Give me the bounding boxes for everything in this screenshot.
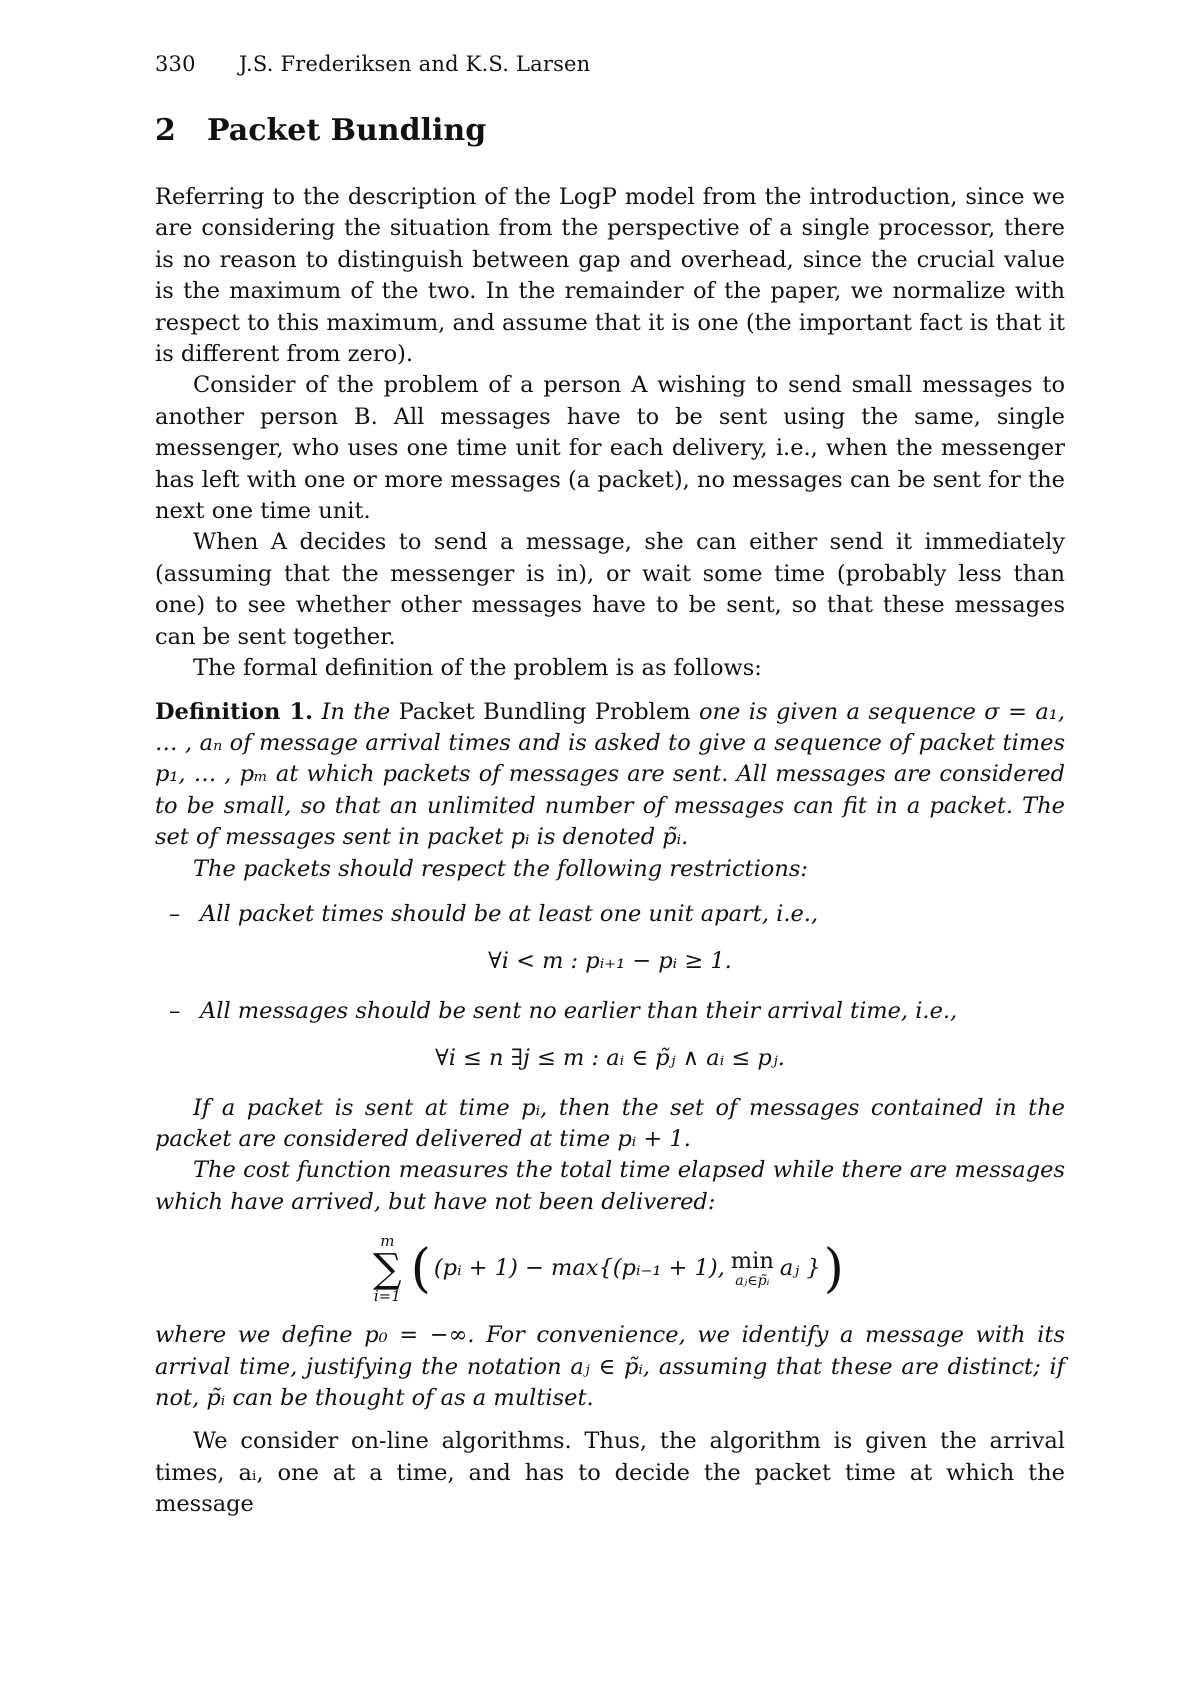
definition-intro-b: one is given a sequence σ = a₁, … , aₙ of message arrival times and is asked to give a sequence of packet times p₁, … , pₘ at which packets of messages are sent. All messages are considered to be small, so that an unlimited number of messages can fit in a packet. The set of messages sent in packet pᵢ is denoted p̃ᵢ. (155, 698, 1065, 851)
sum-upper-limit: m (380, 1232, 395, 1251)
paragraph-online: We consider on-line algorithms. Thus, the algorithm is given the arrival times, aᵢ, one at a time, and has to decide the packet time at which the message (155, 1428, 1065, 1518)
running-authors: J.S. Frederiksen and K.S. Larsen (239, 52, 591, 76)
problem-name: Packet Bundling Problem (398, 698, 691, 725)
where-clause: where we define p₀ = −∞. For convenience, we identify a message with its arrival time, justifying the notation aⱼ ∈ p̃ᵢ, assuming that these are distinct; if not, p̃ᵢ can be thought of as a multiset. (155, 1322, 1065, 1411)
cost-equation: m ∑ i=1 ( (pᵢ + 1) − max{(pᵢ₋₁ + 1), min aⱼ∈p̃ᵢ aⱼ } ) (373, 1232, 844, 1306)
equation-arrival: ∀i ≤ n ∃j ≤ m : aᵢ ∈ p̃ⱼ ∧ aᵢ ≤ pⱼ. (435, 1045, 785, 1072)
min-word: min (730, 1248, 774, 1275)
running-header (155, 52, 590, 76)
restriction-item: – All messages should be sent no earlier than their arrival time, i.e., (155, 996, 1065, 1027)
paragraph-messenger: Consider of the problem of a person A wishing to send small messages to another person B. All messages have to be sent using the same, single messenger, who uses one time unit for each delivery, i.e., when the messenger has left with one or more messages (a packet), no messages can be sent for the next one time unit. (155, 372, 1065, 525)
section-number: 2 (155, 113, 176, 148)
restrictions-intro: The packets should respect the following restrictions: (193, 855, 808, 882)
paragraph-decision: When A decides to send a message, she can either send it immediately (assuming that the messenger is in), or wait some time (probably less than one) to see whether other messages have to be sent, so that these messages can be sent together. (155, 529, 1065, 650)
definition-statement (155, 697, 1065, 854)
sum-body: (pᵢ + 1) − max{(pᵢ₋₁ + 1), (433, 1255, 725, 1282)
definition-intro-a: In the (321, 698, 391, 725)
min-operator (731, 1249, 774, 1289)
definition-block (155, 697, 1065, 1415)
min-subscript: aⱼ∈p̃ᵢ (735, 1272, 770, 1289)
paragraph-logp: Referring to the description of the LogP model from the introduction, since we are considering the situation from the perspective of a single processor, there is no reason to distinguish between gap and overhead, since the crucial value is the maximum of the two. In the remainder of the paper, we normalize with respect to this maximum, and assume that it is one (the important fact is that it is different from zero). (155, 184, 1065, 368)
restriction-item: – All packet times should be at least one unit apart, i.e., (155, 899, 1065, 930)
section-heading (155, 113, 486, 148)
cost-intro: The cost function measures the total time elapsed while there are messages which have arrived, but have not been delivered: (155, 1157, 1065, 1215)
page-number: 330 (155, 52, 196, 76)
section-title: Packet Bundling (207, 113, 487, 148)
delivery-statement: If a packet is sent at time pᵢ, then the set of messages contained in the packet are considered delivered at time pᵢ + 1. (155, 1094, 1065, 1152)
paragraph-formal-intro: The formal definition of the problem is as follows: (193, 655, 762, 682)
summation-symbol: m ∑ i=1 (373, 1232, 402, 1306)
definition-label: Definition 1. (155, 698, 314, 725)
restrictions-list (155, 899, 1065, 930)
equation-packet-spacing: ∀i < m : pᵢ₊₁ − pᵢ ≥ 1. (488, 948, 732, 975)
min-argument: aⱼ } (779, 1255, 821, 1282)
restrictions-list (155, 996, 1065, 1027)
body-text (155, 182, 1065, 1521)
sum-lower-limit: i=1 (373, 1287, 401, 1306)
